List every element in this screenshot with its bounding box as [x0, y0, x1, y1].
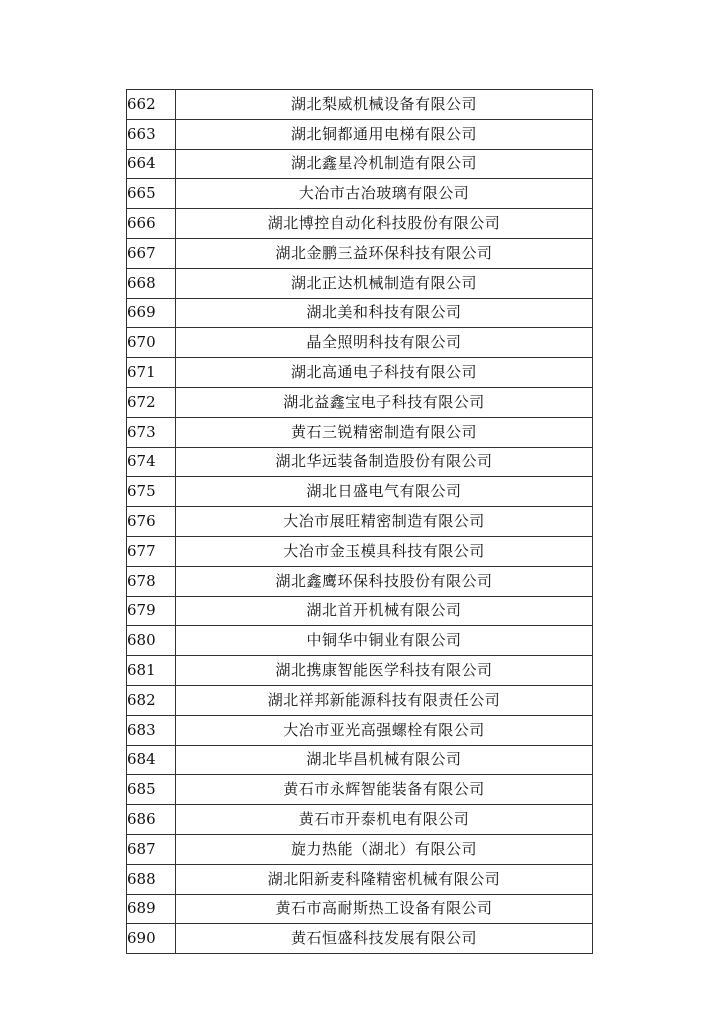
row-number: 671	[127, 358, 176, 388]
table-row	[127, 417, 593, 447]
table-row	[127, 507, 593, 537]
table-row	[127, 179, 593, 209]
table-row	[127, 328, 593, 358]
row-number: 677	[127, 536, 176, 566]
table-row	[127, 209, 593, 239]
company-name: 中铜华中铜业有限公司	[176, 626, 593, 656]
table-row	[127, 298, 593, 328]
company-name: 湖北铜都通用电梯有限公司	[176, 119, 593, 149]
row-number: 676	[127, 507, 176, 537]
table-row	[127, 596, 593, 626]
company-name: 大冶市亚光高强螺栓有限公司	[176, 715, 593, 745]
table-row	[127, 775, 593, 805]
company-name: 湖北首开机械有限公司	[176, 596, 593, 626]
company-name: 旋力热能（湖北）有限公司	[176, 834, 593, 864]
company-name: 湖北鑫鹰环保科技股份有限公司	[176, 566, 593, 596]
company-name: 黄石恒盛科技发展有限公司	[176, 924, 593, 954]
table-row	[127, 656, 593, 686]
table-row	[127, 834, 593, 864]
row-number: 669	[127, 298, 176, 328]
company-name: 黄石市开泰机电有限公司	[176, 805, 593, 835]
table-row	[127, 477, 593, 507]
table-row	[127, 536, 593, 566]
row-number: 673	[127, 417, 176, 447]
table-row	[127, 238, 593, 268]
company-name: 湖北日盛电气有限公司	[176, 477, 593, 507]
table-row	[127, 447, 593, 477]
table-row	[127, 864, 593, 894]
row-number: 668	[127, 268, 176, 298]
row-number: 689	[127, 894, 176, 924]
row-number: 666	[127, 209, 176, 239]
row-number: 675	[127, 477, 176, 507]
company-name: 黄石市高耐斯热工设备有限公司	[176, 894, 593, 924]
table-row	[127, 358, 593, 388]
company-name: 黄石三锐精密制造有限公司	[176, 417, 593, 447]
row-number: 685	[127, 775, 176, 805]
company-name: 湖北正达机械制造有限公司	[176, 268, 593, 298]
row-number: 686	[127, 805, 176, 835]
row-number: 670	[127, 328, 176, 358]
company-table-body	[127, 90, 593, 954]
company-name: 湖北博控自动化科技股份有限公司	[176, 209, 593, 239]
table-row	[127, 626, 593, 656]
row-number: 679	[127, 596, 176, 626]
row-number: 683	[127, 715, 176, 745]
table-row	[127, 685, 593, 715]
table-row	[127, 268, 593, 298]
company-name: 湖北携康智能医学科技有限公司	[176, 656, 593, 686]
company-name: 湖北鑫星冷机制造有限公司	[176, 149, 593, 179]
company-name: 大冶市金玉模具科技有限公司	[176, 536, 593, 566]
table-row	[127, 387, 593, 417]
company-name: 黄石市永辉智能装备有限公司	[176, 775, 593, 805]
company-name: 湖北美和科技有限公司	[176, 298, 593, 328]
row-number: 662	[127, 90, 176, 120]
row-number: 672	[127, 387, 176, 417]
company-name: 湖北毕昌机械有限公司	[176, 745, 593, 775]
company-name: 晶全照明科技有限公司	[176, 328, 593, 358]
row-number: 667	[127, 238, 176, 268]
row-number: 680	[127, 626, 176, 656]
company-name: 湖北高通电子科技有限公司	[176, 358, 593, 388]
company-name: 湖北金鹏三益环保科技有限公司	[176, 238, 593, 268]
row-number: 688	[127, 864, 176, 894]
table-row	[127, 715, 593, 745]
table-row	[127, 90, 593, 120]
company-name: 大冶市展旺精密制造有限公司	[176, 507, 593, 537]
row-number: 678	[127, 566, 176, 596]
row-number: 681	[127, 656, 176, 686]
table-row	[127, 119, 593, 149]
row-number: 687	[127, 834, 176, 864]
company-name: 湖北华远装备制造股份有限公司	[176, 447, 593, 477]
row-number: 674	[127, 447, 176, 477]
table-row	[127, 149, 593, 179]
table-row	[127, 894, 593, 924]
row-number: 664	[127, 149, 176, 179]
row-number: 663	[127, 119, 176, 149]
table-row	[127, 745, 593, 775]
row-number: 682	[127, 685, 176, 715]
company-name: 湖北梨威机械设备有限公司	[176, 90, 593, 120]
company-name: 大冶市古冶玻璃有限公司	[176, 179, 593, 209]
table-row	[127, 805, 593, 835]
company-name: 湖北阳新麦科隆精密机械有限公司	[176, 864, 593, 894]
table-row	[127, 924, 593, 954]
row-number: 684	[127, 745, 176, 775]
company-table	[126, 89, 593, 954]
company-name: 湖北益鑫宝电子科技有限公司	[176, 387, 593, 417]
company-name: 湖北祥邦新能源科技有限责任公司	[176, 685, 593, 715]
table-row	[127, 566, 593, 596]
row-number: 665	[127, 179, 176, 209]
row-number: 690	[127, 924, 176, 954]
